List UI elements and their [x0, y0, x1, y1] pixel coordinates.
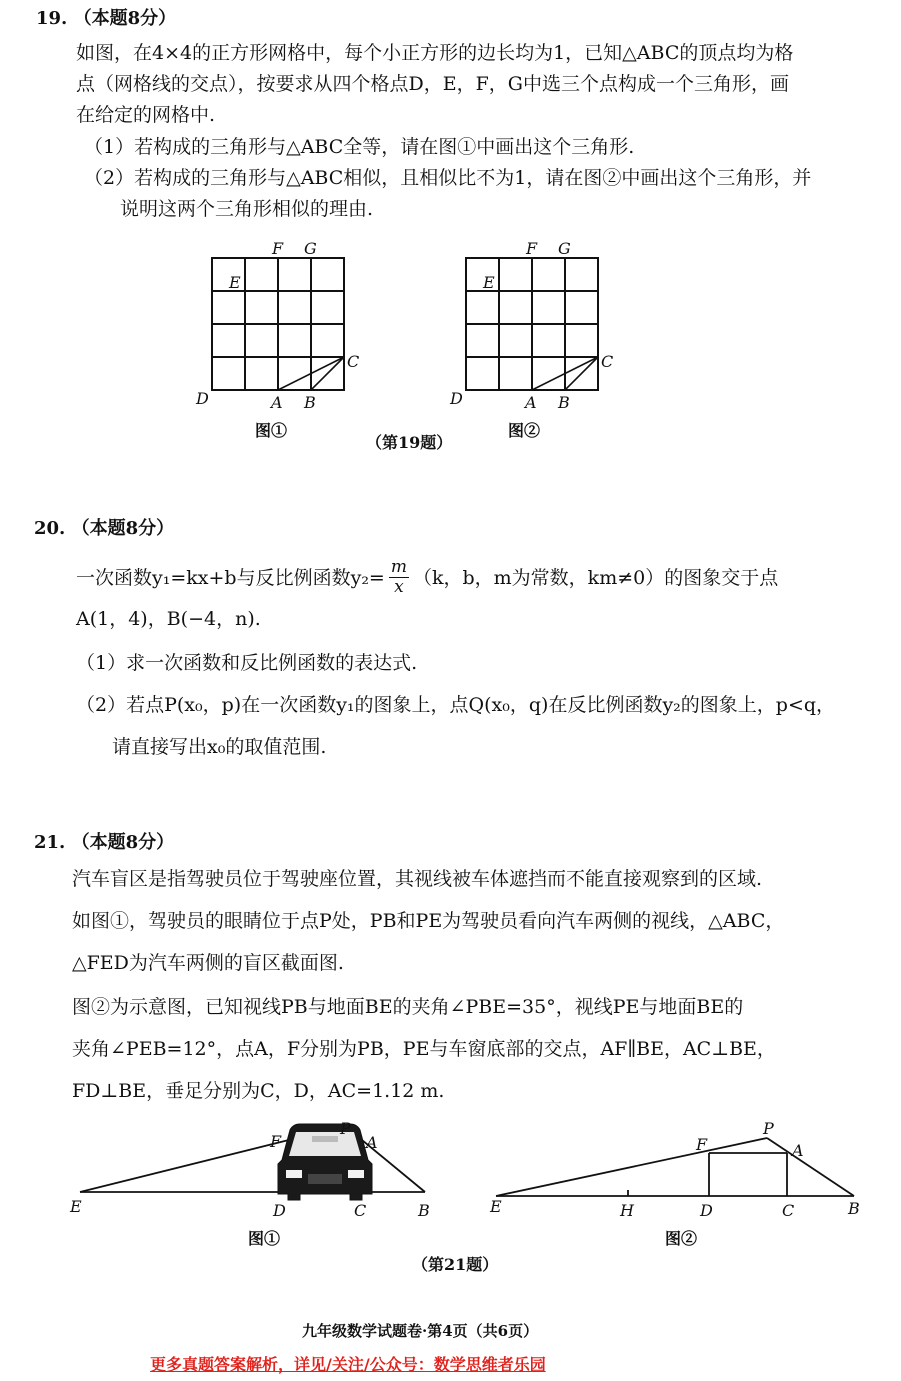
q21-line-2: 如图①，驾驶员的眼睛位于点P处，PB和PE为驾驶员看向汽车两侧的视线，△ABC， — [72, 910, 785, 932]
label-c: C — [354, 1201, 367, 1220]
car-icon — [278, 1124, 372, 1200]
label-e: E — [70, 1197, 82, 1216]
q21-figure-1-label: 图① — [248, 1229, 281, 1248]
q20-line-4: （2）若点P(x₀，p)在一次函数y₁的图象上，点Q(x₀，q)在反比例函数y₂的图象上，p<q， — [76, 694, 836, 716]
fraction-denominator: x — [394, 577, 404, 597]
label-c: C — [601, 352, 614, 371]
label-a: A — [366, 1133, 378, 1152]
label-e: E — [229, 273, 241, 292]
q19-header: 19. （本题8分） — [36, 8, 177, 29]
promo-link[interactable]: 更多真题答案解析，详见/关注/公众号：数学思维者乐园 — [150, 1355, 546, 1374]
label-a: A — [271, 393, 283, 412]
q20-line-1-post: （k，b，m为常数，km≠0）的图象交于点 — [412, 566, 779, 589]
q21-line-5: 夹角∠PEB=12°，点A，F分别为PB，PE与车窗底部的交点，AF∥BE，AC⊥BE， — [72, 1038, 776, 1060]
q21-line-6: FD⊥BE，垂足分别为C，D，AC=1.12 m. — [72, 1080, 445, 1102]
label-b: B — [418, 1201, 430, 1220]
page-footer: 九年级数学试题卷·第4页（共6页） — [302, 1322, 539, 1340]
q21-header: 21. （本题8分） — [34, 832, 175, 853]
q20-line-5: 请直接写出x₀的取值范围. — [112, 736, 327, 758]
q19-text-line-5: （2）若构成的三角形与△ABC相似，且相似比不为1，请在图②中画出这个三角形，并 — [84, 167, 812, 189]
label-b: B — [558, 393, 570, 412]
label-d: D — [273, 1201, 286, 1220]
q19-figure-1-label: 图① — [255, 421, 288, 440]
label-f: F — [272, 239, 284, 258]
label-c: C — [347, 352, 360, 371]
q21-line-4: 图②为示意图，已知视线PB与地面BE的夹角∠PBE=35°，视线PE与地面BE的 — [72, 996, 744, 1018]
q19-text-line-2: 点（网格线的交点），按要求从四个格点D，E，F，G中选三个点构成一个三角形，画 — [76, 73, 789, 95]
label-b: B — [304, 393, 316, 412]
fraction-m-over-x — [389, 558, 409, 597]
label-d: D — [700, 1201, 713, 1220]
label-h: H — [620, 1201, 634, 1220]
label-p: P — [340, 1119, 351, 1138]
q21-caption: （第21题） — [412, 1255, 499, 1274]
q20-line-1 — [76, 558, 778, 597]
q19-text-line-1: 如图，在4×4的正方形网格中，每个小正方形的边长均为1，已知△ABC的顶点均为格 — [76, 42, 794, 64]
label-f: F — [526, 239, 538, 258]
q21-figure-2-label: 图② — [665, 1229, 698, 1248]
label-g: G — [558, 239, 571, 258]
q20-line-3: （1）求一次函数和反比例函数的表达式. — [76, 652, 418, 674]
label-f: F — [270, 1132, 282, 1151]
q19-grid-figure-2 — [444, 238, 624, 418]
label-a: A — [525, 393, 537, 412]
fraction-numerator: m — [390, 557, 407, 577]
label-d: D — [196, 389, 209, 408]
q19-caption: （第19题） — [366, 433, 453, 452]
q19-text-line-6: 说明这两个三角形相似的理由. — [120, 198, 374, 220]
label-b: B — [848, 1199, 860, 1218]
label-e: E — [490, 1197, 502, 1216]
q21-figure-2-schematic — [482, 1116, 872, 1224]
label-p: P — [763, 1119, 774, 1138]
q21-line-1: 汽车盲区是指驾驶员位于驾驶座位置，其视线被车体遮挡而不能直接观察到的区域. — [72, 868, 763, 890]
q19-text-line-4: （1）若构成的三角形与△ABC全等，请在图①中画出这个三角形. — [84, 136, 635, 158]
q19-text-line-3: 在给定的网格中. — [76, 104, 216, 126]
label-e: E — [483, 273, 495, 292]
q19-figure-2-label: 图② — [508, 421, 541, 440]
q20-header: 20. （本题8分） — [34, 518, 175, 539]
q20-line-2: A(1，4)，B(−4，n). — [76, 608, 261, 630]
q19-grid-figure-1 — [190, 238, 370, 418]
label-g: G — [304, 239, 317, 258]
label-d: D — [450, 389, 463, 408]
label-c: C — [782, 1201, 795, 1220]
q21-line-3: △FED为汽车两侧的盲区截面图. — [72, 952, 344, 974]
q20-line-1-pre: 一次函数y₁=kx+b与反比例函数y₂= — [76, 566, 385, 589]
label-f: F — [696, 1135, 708, 1154]
q21-figure-1-car — [60, 1112, 450, 1222]
label-a: A — [792, 1141, 804, 1160]
